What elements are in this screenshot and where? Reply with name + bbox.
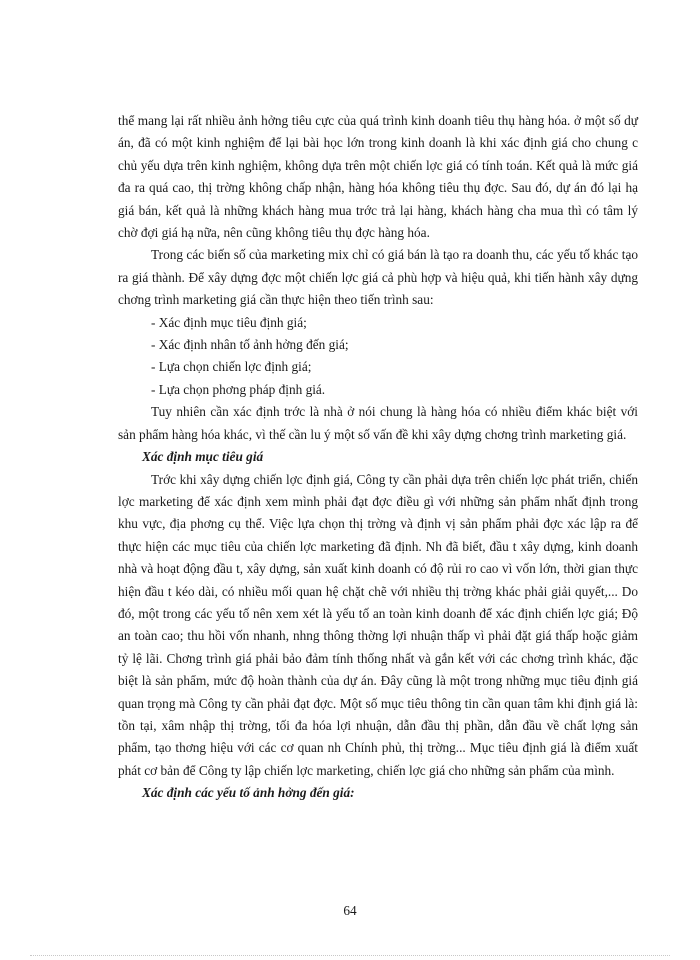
list-item: - Xác định nhân tố ảnh hởng đến giá; [151, 337, 349, 353]
pricing-steps-list [118, 312, 638, 402]
paragraph-continuation: thể mang lại rất nhiều ảnh hởng tiêu cực của quá trình kinh doanh tiêu thụ hàng hóa. ở một số dự án, đã có một kinh nghiệm để lại bài học lớn trong kinh doanh là khi xác định giá cho chung c chủ yếu dựa trên kinh nghiệm, không dựa trên một chiến lợc giá có tính toán. Kết quả là mức giá đa ra quá cao, thị trờng không chấp nhận, hàng hóa không tiêu thụ đợc. Sau đó, dự án đó lại hạ giá bán, kết quả là những khách hàng mua trớc trả lại hàng, khách hàng cha mua thì có tâm lý chờ đợi giá hạ nữa, nên cũng không tiêu thụ đợc hàng hóa. [118, 113, 638, 241]
list-item: - Xác định mục tiêu định giá; [151, 314, 307, 330]
page-bottom-divider [30, 955, 670, 956]
paragraph-marketing-mix: Trong các biến số của marketing mix chỉ có giá bán là tạo ra doanh thu, các yếu tố khác tạo ra giá thành. Để xây dựng đợc một chiến lợc giá cả phù hợp và hiệu quả, khi tiến hành xây dựng chơng trình marketing giá cần thực hiện theo tiến trình sau: [118, 247, 638, 308]
paragraph-objectives: Trớc khi xây dựng chiến lợc định giá, Công ty cần phải dựa trên chiến lợc phát triển, chiến lợc marketing để xác định xem mình phải đạt đợc điều gì với những sản phẩm nhất định trong khu vực, địa phơng cụ thể. Việc lựa chọn thị trờng và định vị sản phẩm phải đợc xác lập ra để thực hiện các mục tiêu của chiến lợc marketing đã định. Nh đã biết, đầu t xây dựng, kinh doanh nhà và hoạt động đầu t, xây dựng, sản xuất kinh doanh có độ rủi ro cao vì vốn lớn, thời gian thực hiện đầu t kéo dài, có nhiều mối quan hệ chặt chẽ với nhiều thị trờng khác phải giải quyết,... Do đó, một trong các yếu tố nên xem xét là yếu tố an toàn kinh doanh để xác định chiến lợc giá; Độ an toàn cao; thu hồi vốn nhanh, nhng thông thờng lợi nhuận thấp vì phải đặt giá thấp hoặc giảm tỷ lệ lãi. Chơng trình giá phải bảo đảm tính thống nhất và gắn kết với các chơng trình khác, đặc biệt là sản phẩm, mức độ hoàn thành của dự án. Đây cũng là một trong những mục tiêu định giá quan trọng mà Công ty cần phải đạt đợc. Một số mục tiêu thông tin cần quan tâm khi định giá là: tồn tại, xâm nhập thị trờng, tối đa hóa lợi nhuận, dẫn đầu thị phần, dẫn đầu về chất lợng sản phẩm, tạo thơng hiệu với các cơ quan nh Chính phủ, thị trờng... Mục tiêu định giá là điểm xuất phát cơ bản để Công ty lập chiến lợc marketing, chiến lợc giá cho những sản phẩm của mình. [118, 471, 638, 778]
list-item: - Lựa chọn chiến lợc định giá; [151, 359, 312, 375]
document-body [118, 110, 638, 805]
paragraph-housing-note: Tuy nhiên cần xác định trớc là nhà ở nói chung là hàng hóa có nhiều điểm khác biệt với sản phẩm hàng hóa khác, vì thế cần lu ý một số vấn đề khi xây dựng chơng trình marketing giá. [118, 404, 638, 442]
list-item: - Lựa chọn phơng pháp định giá. [151, 381, 326, 397]
section-heading-factors: Xác định các yếu tố ảnh hởng đến giá: [142, 785, 355, 801]
page-number: 64 [343, 903, 357, 918]
section-heading-objectives: Xác định mục tiêu giá [142, 449, 264, 465]
